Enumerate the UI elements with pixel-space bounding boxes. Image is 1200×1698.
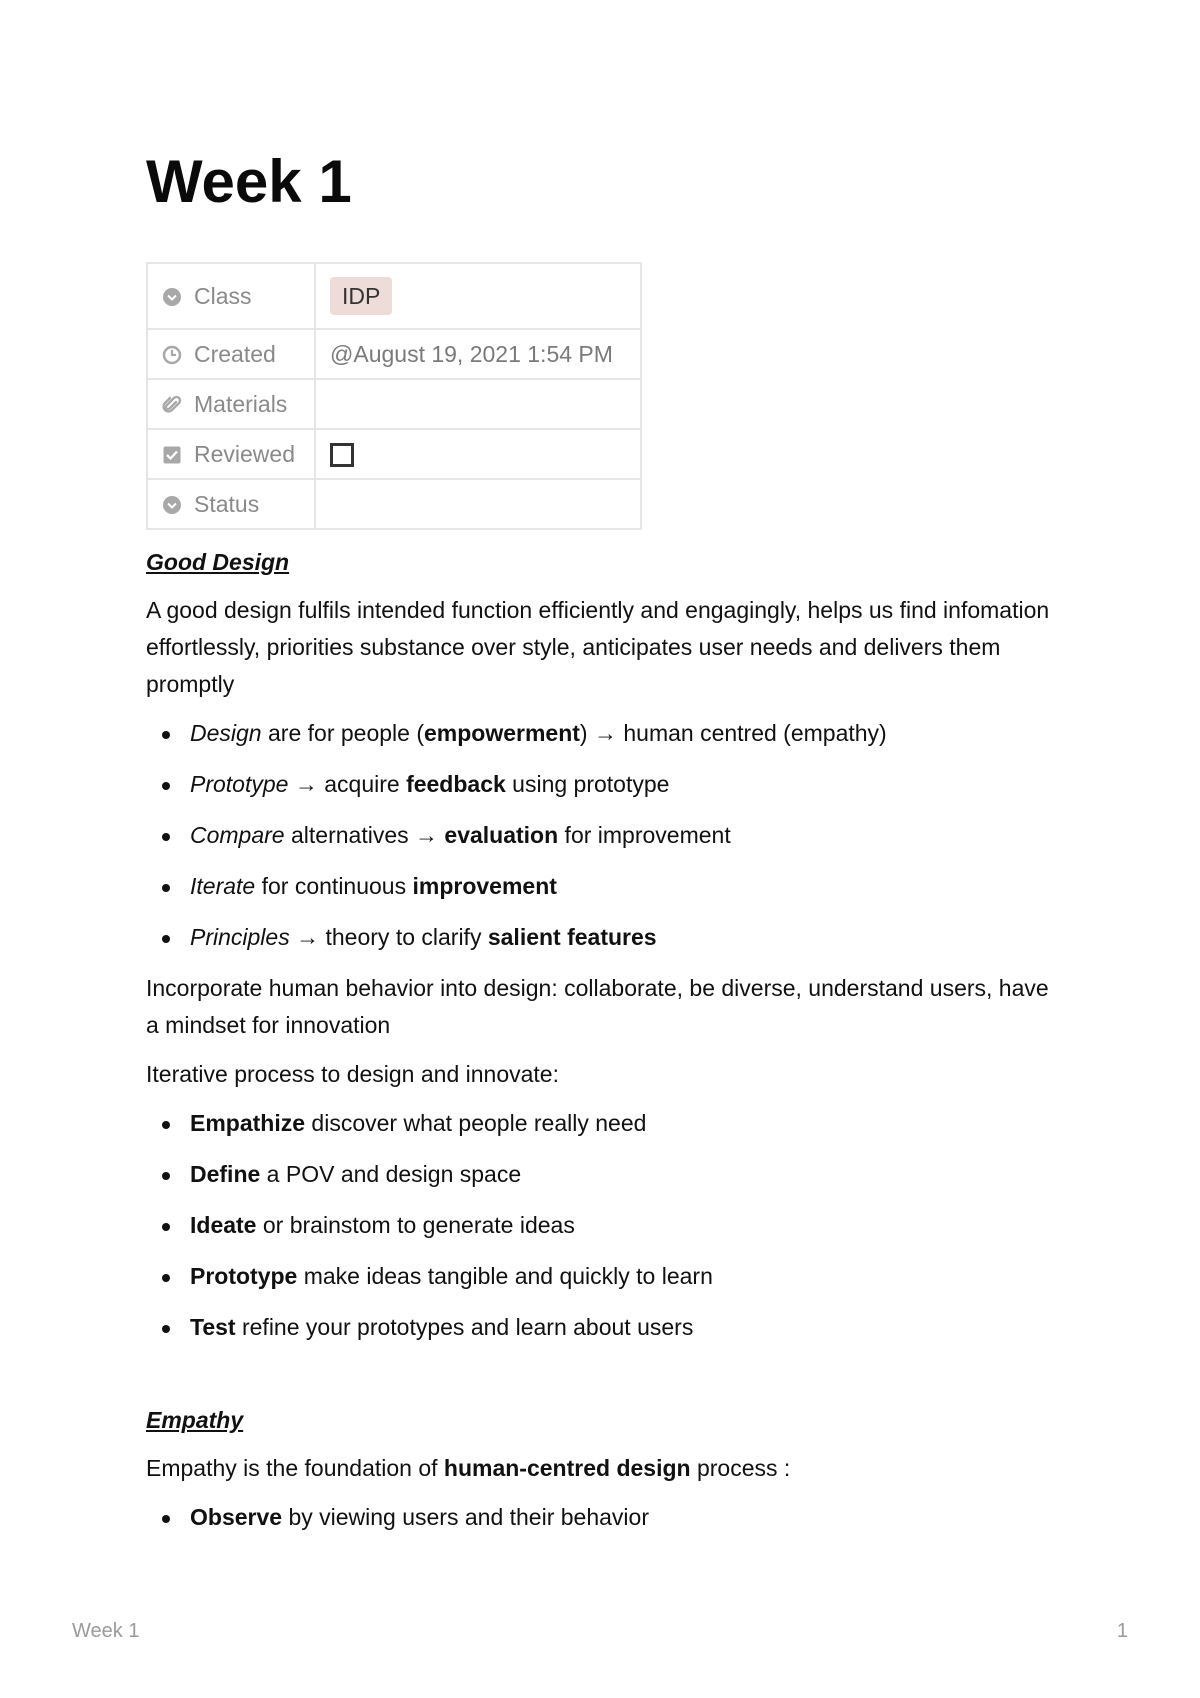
good-design-intro: A good design fulfils intended function efficiently and engagingly, helps us find infomation effortlessly, priorities substance over style, anticipates user needs and delivers them promptly	[146, 597, 1050, 697]
property-row-materials	[147, 379, 641, 429]
empathy-intro: Empathy is the foundation of human-centred design process :	[146, 1455, 791, 1481]
created-value: @August 19, 2021 1:54 PM	[315, 329, 641, 379]
page-title: Week 1	[146, 148, 352, 215]
list-item: Prototype make ideas tangible and quickly to learn	[146, 1258, 1066, 1295]
footer-page-number: 1	[1116, 1620, 1128, 1642]
list-item: Define a POV and design space	[146, 1156, 1066, 1193]
section-heading-empathy: Empathy	[146, 1407, 244, 1433]
page-content	[146, 544, 1066, 1550]
empathy-list	[146, 1499, 1066, 1536]
footer-page-title: Week 1	[72, 1620, 140, 1642]
status-value[interactable]	[315, 479, 641, 529]
property-row-reviewed	[147, 429, 641, 479]
property-row-status	[147, 479, 641, 529]
paragraph-human-behavior: Incorporate human behavior into design: collaborate, be diverse, understand users, have a mindset for innovation	[146, 975, 1049, 1038]
list-item: Prototype → acquire feedback using prototype	[146, 766, 1066, 803]
list-item: Empathize discover what people really need	[146, 1105, 1066, 1142]
property-label: Materials	[194, 390, 288, 417]
clock-icon	[162, 345, 182, 365]
property-label: Reviewed	[194, 440, 295, 467]
materials-value[interactable]	[315, 379, 641, 429]
list-item: Observe by viewing users and their behavior	[146, 1499, 1066, 1536]
property-label: Class	[194, 282, 252, 309]
principles-list	[146, 715, 1066, 956]
process-steps-list	[146, 1105, 1066, 1346]
list-item: Principles → theory to clarify salient features	[146, 919, 1066, 956]
property-row-created	[147, 329, 641, 379]
list-item: Design are for people (empowerment) → human centred (empathy)	[146, 715, 1066, 752]
property-row-class	[147, 263, 641, 329]
list-item: Iterate for continuous improvement	[146, 868, 1066, 905]
property-label: Status	[194, 490, 260, 517]
property-label: Created	[194, 340, 276, 367]
section-heading-good-design: Good Design	[146, 549, 290, 575]
list-item: Ideate or brainstom to generate ideas	[146, 1207, 1066, 1244]
paragraph-iterative-process: Iterative process to design and innovate:	[146, 1061, 559, 1087]
select-icon	[162, 495, 182, 515]
reviewed-checkbox[interactable]	[330, 443, 354, 467]
checkbox-icon	[162, 445, 182, 465]
class-tag: IDP	[330, 277, 392, 315]
select-icon	[162, 287, 182, 307]
properties-table	[146, 262, 642, 530]
list-item: Compare alternatives → evaluation for improvement	[146, 817, 1066, 854]
paperclip-icon	[162, 395, 182, 415]
list-item: Test refine your prototypes and learn about users	[146, 1309, 1066, 1346]
